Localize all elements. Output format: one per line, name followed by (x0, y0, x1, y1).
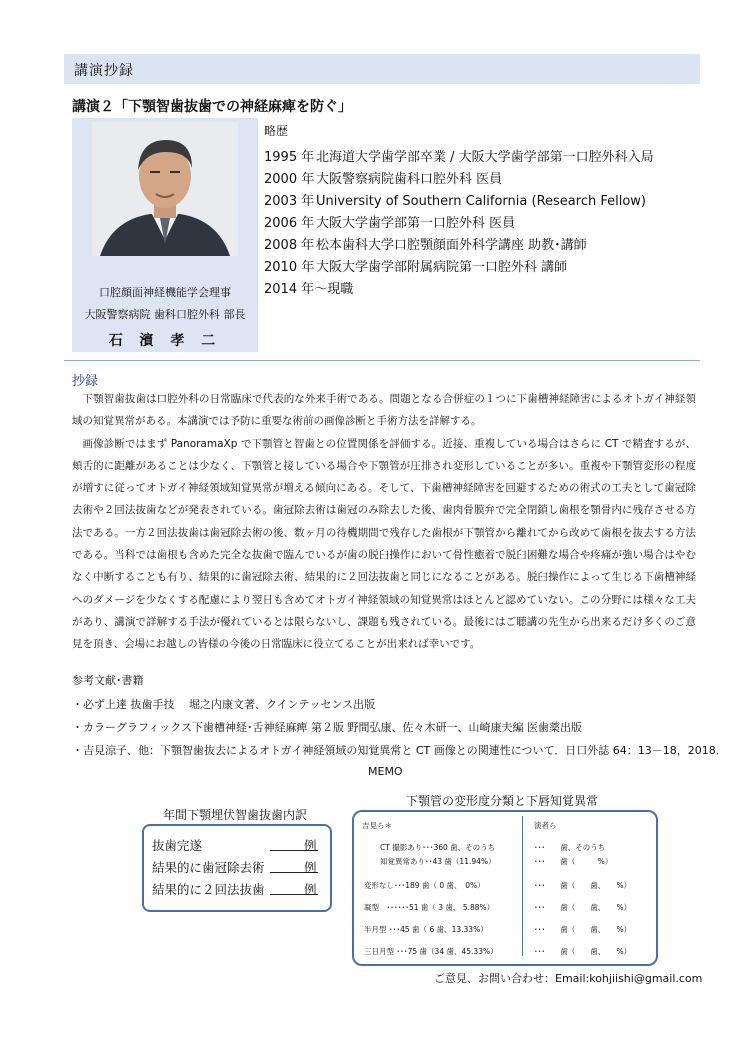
abstract-heading: 抄録 (72, 374, 99, 389)
breakdown-unit: 例 (304, 860, 317, 875)
lecture-title: 講演２「下顎智歯抜歯での神経麻痺を防ぐ」 (72, 99, 352, 115)
memo-label: MEMO (368, 765, 403, 778)
career-year: 2010 年 (264, 260, 315, 275)
classification-right-line: ･･･ 歯（ 歯、 %） (534, 925, 632, 934)
classification-title: 下顎管の変形度分類と下唇知覚異常 (405, 794, 598, 808)
career-row (264, 234, 587, 253)
section-divider (64, 360, 700, 361)
classification-right-line: ･･･ 歯（ 歯、 %） (534, 881, 632, 890)
references-heading: 参考文献･書籍 (72, 674, 144, 687)
career-year: 2000 年 (264, 172, 315, 187)
reference-item: ・吉見涼子、他：下顎智歯抜去によるオトガイ神経領域の知覚異常と CT 画像との関連性について．日口外誌 64：13－18，2018． (72, 744, 727, 757)
career-heading: 略歴 (264, 124, 289, 138)
career-text: 北海道大学歯学部卒業 / 大阪大学歯学部第一口腔外科入局 (316, 150, 654, 165)
classification-right-header: 演者ら (534, 821, 557, 830)
career-text: University of Southern California (Research Fellow) (316, 194, 646, 209)
classification-left-line: 変形なし･･･189 歯（ 0 歯、 0%） (364, 881, 485, 890)
breakdown-row (152, 836, 317, 854)
header-label: 講演抄録 (74, 63, 134, 79)
classification-divider (522, 816, 523, 956)
classification-left-line: 半月型 ･･･45 歯（ 6 歯、13.33%） (364, 925, 488, 934)
breakdown-unit: 例 (304, 838, 317, 853)
speaker-affiliation-2: 大阪警察病院 歯科口腔外科 部長 (84, 308, 246, 321)
annual-breakdown-title: 年間下顎埋伏智歯抜歯内訳 (162, 808, 307, 822)
classification-left-line: 三日月型 ･･･75 歯（34 歯、45.33%） (364, 947, 498, 956)
career-row (264, 190, 646, 209)
abstract-paragraph-1: 下顎智歯抜歯は口腔外科の日常臨床で代表的な外来手術である。問題となる合併症の１つに下歯槽神経障害によるオトガイ神経領域の知覚異常がある。本講演では予防に重要な術前の画像診断と手術方法を詳解する。 (72, 393, 696, 428)
portrait-illustration (92, 122, 238, 256)
career-year: 2014 年～現職 (264, 282, 354, 297)
breakdown-row (152, 880, 317, 898)
speaker-name: 石 濱 孝 二 (108, 333, 222, 349)
career-row (264, 278, 353, 297)
career-row (264, 146, 654, 165)
classification-left-line: 凝型 ･･････51 歯（ 3 歯、 5.88%） (364, 903, 495, 912)
classification-right-line: ･･･ 歯（ 歯、 %） (534, 947, 632, 956)
header-bar (64, 54, 700, 84)
classification-right-line: ･･･ 歯、そのうち (534, 843, 606, 852)
breakdown-row (152, 858, 317, 876)
career-row (264, 256, 567, 275)
classification-right-line: ･･･ 歯（ 歯、 %） (534, 903, 632, 912)
career-row (264, 212, 515, 231)
contact-line: ご意見、お問い合わせ：Email:kohjiishi@gmail.com (434, 972, 703, 985)
career-text: 大阪大学歯学部第一口腔外科 医員 (316, 216, 516, 231)
career-year: 2006 年 (264, 216, 315, 231)
career-year: 2008 年 (264, 238, 315, 253)
breakdown-label: 抜歯完遂 (152, 838, 203, 853)
breakdown-unit: 例 (304, 882, 317, 897)
career-text: 大阪警察病院歯科口腔外科 医員 (316, 172, 503, 187)
speaker-photo (92, 122, 238, 256)
reference-item: ・必ず上達 抜歯手技 堀之内康文著、クインテッセンス出版 (72, 698, 376, 711)
career-text: 大阪大学歯学部附属病院第一口腔外科 講師 (316, 260, 568, 275)
classification-left-line: 知覚異常あり･･43 歯（11.94%） (380, 857, 496, 866)
speaker-affiliation-1: 口腔顔面神経機能学会理事 (99, 286, 231, 299)
reference-item: ・カラーグラフィックス下歯槽神経･舌神経麻痺 第２版 野間弘康、佐々木研一、山崎康夫編 医歯薬出版 (72, 721, 582, 734)
breakdown-label: 結果的に歯冠除去術 (152, 860, 265, 875)
classification-left-header: 吉見ら＊ (362, 821, 392, 830)
breakdown-label: 結果的に２回法抜歯 (152, 882, 265, 897)
career-row (264, 168, 502, 187)
career-year: 2003 年 (264, 194, 315, 209)
abstract-paragraph-2: 画像診断ではまず PanoramaXp で下顎管と智歯との位置関係を評価する。近接、重複している場合はさらに CT で精査するが、頬舌的に距離があることは少なく、下顎管と接している場合や下顎管が圧排され変形していることが多い。重複や下顎管変形の程度が増すに従ってオトガイ神経領域知覚異常が増える傾向にある。そして、下歯槽神経障害を回避するための術式の工夫として歯冠除去術や２回法抜歯などが発表されている。歯冠除去術は歯冠のみ除去した後、歯肉骨膜弁で完全閉鎖し歯根を顎骨内に残存させる方法である。一方２回法抜歯は歯冠除去術の後、数ヶ月の待機期間で残存した歯根が下顎管から離れてから改めて歯根を抜去する方法である。当科では歯根も含めた完全な抜歯で臨んでいるが歯の脱臼操作において骨性癒着で脱臼困難な場合や疼痛が強い場合はやむなく中断することも有り、結果的に歯冠除去術、結果的に２回法抜歯と同じになることがある。脱臼操作によって生じる下歯槽神経へのダメージを少なくする配慮により翌日も含めてオトガイ神経領域の知覚異常はほとんど認めていない。この分野には様々な工夫があり、講演で詳解する手法が優れているとは限らないし、課題も残されている。最後にはご聴講の先生から出来るだけ多くのご意見を頂き、会場にお越しの皆様の今後の日常臨床に役立てることが出来れば幸いです。 (72, 437, 696, 651)
career-text: 松本歯科大学口腔顎顔面外科学講座 助教･講師 (316, 238, 587, 253)
classification-left-line: CT 撮影あり･･･360 歯、そのうち (380, 843, 496, 852)
classification-right-line: ･･･ 歯（ %） (534, 857, 613, 866)
career-year: 1995 年 (264, 150, 315, 165)
abstract-body (72, 388, 696, 656)
